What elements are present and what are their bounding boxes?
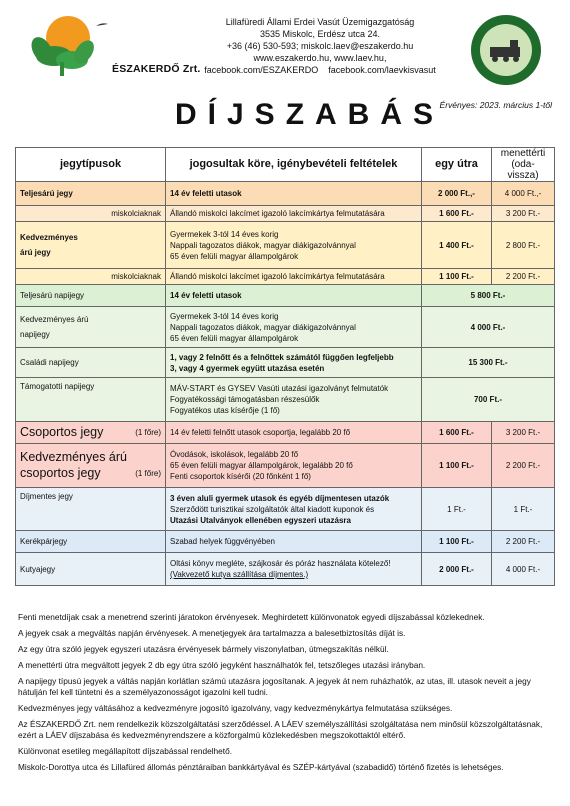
- ticket-condition: MÁV-START és GYSEV Vasúti utazási igazolványt felmutatók Fogyatékossági támogatásban részesülők Fogyatékos utas kísérője (1 fő): [166, 378, 422, 422]
- note-paragraph: Az ÉSZAKERDŐ Zrt. nem rendelkezik közszolgáltatási szerződéssel. A LÁEV személyszállítási szolgáltatása nem minősül közszolgáltatásnak, ezért a LÁEV díjszabása és kedvezményrendszere a közforgalmú közlekedésben megszokottaktól eltérő.: [18, 719, 543, 740]
- table-row: [16, 206, 555, 222]
- table-row: [16, 531, 555, 553]
- table-row: [16, 422, 555, 444]
- col-return-sub: (oda-vissza): [507, 159, 539, 181]
- header: [0, 0, 570, 92]
- company-name: Lillafüredi Állami Erdei Vasút Üzemigazgatóság: [225, 17, 415, 27]
- note-paragraph: A napijegy típusú jegyek a váltás napján korlátlan számú utazásra jogosítanak. A jegyek át nem ruházhatók, az utas, ill. utasok neveit a jegy hátulján fel kell tüntetni és a személyazonosságot igazolni kell tudni.: [18, 676, 531, 697]
- ticket-name: Családi napijegy: [16, 348, 166, 378]
- ticket-condition: Óvodások, iskolások, legalább 20 fő 65 éven felüli magyar állampolgárok, legalább 20 fő Fenti csoportok kísérői (20 főnként 1 fő): [166, 444, 422, 488]
- ticket-condition: Állandó miskolci lakcímet igazoló lakcímkártya felmutatására: [166, 269, 422, 285]
- tariff-table: [15, 147, 555, 586]
- ticket-name: Kedvezményes árú napijegy: [16, 307, 166, 348]
- note-paragraph: A menettérti útra megváltott jegyek 2 db egy útra szóló jegyként használhatók fel, tetszőleges utazási irányban.: [18, 660, 426, 670]
- ticket-subname: miskolciaknak: [16, 269, 166, 285]
- valid-from: Érvényes: 2023. március 1-től: [439, 100, 552, 110]
- price-return: 2 800 Ft.-: [492, 222, 555, 269]
- price-one-way: 2 000 Ft.-: [422, 553, 492, 586]
- ticket-name: Kedvezményes árú jegy: [16, 222, 166, 269]
- col-return-label: menettérti: [500, 148, 546, 159]
- price-one-way: 1 100 Ft.-: [422, 531, 492, 553]
- table-row: [16, 182, 555, 206]
- ticket-condition: 3 éven aluli gyermek utasok és egyéb díjmentesen utazók Szerződött turisztikai szolgáltatók által kiadott kuponok és Utazási Utalványok ellenében egyszeri utazásra: [166, 488, 422, 531]
- ticket-condition: Oltási könyv megléte, szájkosár és póráz használata kötelező! (Vakvezető kutya szállítása díjmentes.): [166, 553, 422, 586]
- col-return: [492, 148, 555, 182]
- price-return: 3 200 Ft.-: [492, 206, 555, 222]
- table-row: [16, 348, 555, 378]
- company-address: 3535 Miskolc, Erdész utca 24.: [259, 29, 381, 39]
- col-conditions: jogosultak köre, igénybevételi feltételek: [166, 148, 422, 182]
- contact-block: [190, 16, 450, 76]
- company-facebook: facebook.com/ESZAKERDO facebook.com/laevkisvasut: [204, 65, 436, 75]
- price-one-way: 1 400 Ft.-: [422, 222, 492, 269]
- ticket-condition: Állandó miskolci lakcímet igazoló lakcímkártya felmutatására: [166, 206, 422, 222]
- price-one-way: 1 100 Ft.-: [422, 269, 492, 285]
- ticket-name: Csoportos jegy (1 főre): [16, 422, 166, 444]
- company-phone: +36 (46) 530-593; miskolc.laev@eszakerdo.hu: [226, 41, 414, 51]
- price-daily: 4 000 Ft.-: [422, 307, 555, 348]
- price-return: 2 200 Ft.-: [492, 531, 555, 553]
- company-web: www.eszakerdo.hu, www.laev.hu,: [253, 53, 387, 63]
- ticket-condition: 14 év feletti utasok: [166, 182, 422, 206]
- table-row: [16, 553, 555, 586]
- ticket-condition: 1, vagy 2 felnőtt és a felnőttek számától függően legfeljebb 3, vagy 4 gyermek együtt utazása esetén: [166, 348, 422, 378]
- price-return: 4 000 Ft.-: [492, 553, 555, 586]
- ticket-condition: Gyermekek 3-tól 14 éves korig Nappali tagozatos diákok, magyar diákigazolvánnyal 65 éven felüli magyar állampolgárok: [166, 222, 422, 269]
- note-paragraph: Miskolc-Dorottya utca és Lillafüred állomás pénztáraiban bankkártyával és SZÉP-kártyával (szabadidő) történő fizetés is lehetséges.: [18, 762, 504, 772]
- note-paragraph: Különvonat esetileg megállapított díjszabással rendelhető.: [18, 746, 233, 756]
- ticket-subname: miskolciaknak: [16, 206, 166, 222]
- ticket-name: Kedvezményes árú csoportos jegy (1 főre): [16, 444, 166, 488]
- note-paragraph: Fenti menetdíjak csak a menetrend szerinti járatokon érvényesek. Meghirdetett különvonatok egyedi díjszabással közlekednek.: [18, 612, 485, 622]
- price-one-way: 1 Ft.-: [422, 488, 492, 531]
- laev-seal-icon: [470, 14, 542, 86]
- price-daily: 15 300 Ft.-: [422, 348, 555, 378]
- table-row: [16, 269, 555, 285]
- price-one-way: 1 600 Ft.-: [422, 206, 492, 222]
- price-daily: 5 800 Ft.-: [422, 285, 555, 307]
- table-row: [16, 285, 555, 307]
- note-paragraph: Kedvezményes jegy váltásához a kedvezményre jogosító igazolvány, vagy kedvezménykártya felmutatása szükséges.: [18, 703, 453, 713]
- ticket-name: Kerékpárjegy: [16, 531, 166, 553]
- price-one-way: 1 600 Ft.-: [422, 422, 492, 444]
- table-row: [16, 307, 555, 348]
- table-row: [16, 444, 555, 488]
- price-return: 1 Ft.-: [492, 488, 555, 531]
- price-one-way: 1 100 Ft.-: [422, 444, 492, 488]
- notes: [18, 612, 556, 778]
- page-title: DÍJSZABÁS: [175, 98, 445, 131]
- ticket-name: Díjmentes jegy: [16, 488, 166, 531]
- ticket-name: Kutyajegy: [16, 553, 166, 586]
- company-logo-text: ÉSZAKERDŐ Zrt.: [112, 63, 201, 75]
- price-return: 2 200 Ft.-: [492, 444, 555, 488]
- ticket-name: Teljesárú jegy: [16, 182, 166, 206]
- ticket-condition: Szabad helyek függvényében: [166, 531, 422, 553]
- ticket-name: Támogatotti napijegy: [16, 378, 166, 422]
- table-row: [16, 222, 555, 269]
- table-row: [16, 378, 555, 422]
- note-paragraph: Az egy útra szóló jegyek egyszeri utazásra érvényesek bármely viszonylatban, útmegszakítás nélkül.: [18, 644, 389, 654]
- price-return: 2 200 Ft.-: [492, 269, 555, 285]
- col-one-way: egy útra: [422, 148, 492, 182]
- table-header-row: [16, 148, 555, 182]
- price-daily: 700 Ft.-: [422, 378, 555, 422]
- table-row: [16, 488, 555, 531]
- price-return: 3 200 Ft.-: [492, 422, 555, 444]
- ticket-condition: Gyermekek 3-tól 14 éves korig Nappali tagozatos diákok, magyar diákigazolvánnyal 65 éven felüli magyar állampolgárok: [166, 307, 422, 348]
- ticket-condition: 14 év feletti utasok: [166, 285, 422, 307]
- note-paragraph: A jegyek csak a megváltás napján érvényesek. A menetjegyek ára tartalmazza a balesetbiztosítás díját is.: [18, 628, 406, 638]
- col-ticket-types: jegytípusok: [16, 148, 166, 182]
- ticket-condition: 14 év feletti felnőtt utasok csoportja, legalább 20 fő: [166, 422, 422, 444]
- price-one-way: 2 000 Ft.,-: [422, 182, 492, 206]
- price-return: 4 000 Ft.,-: [492, 182, 555, 206]
- ticket-name: Teljesárú napijegy: [16, 285, 166, 307]
